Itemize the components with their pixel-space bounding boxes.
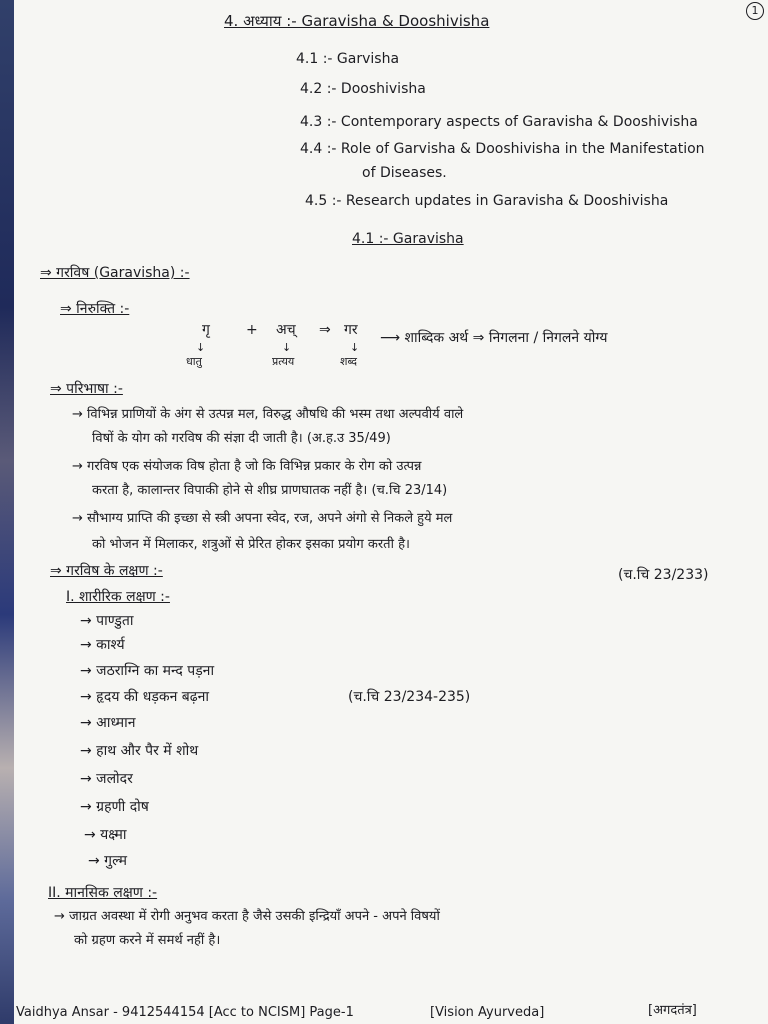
paribhasha-line-3: → गरविष एक संयोजक विष होता है जो कि विभिन्न प्रकार के रोग को उत्पन्न bbox=[72, 459, 422, 474]
nirukti-down-arrow-3: ↓ bbox=[350, 341, 360, 354]
sharirik-item-10: → गुल्म bbox=[88, 853, 128, 869]
section-title: 4.1 :- Garavisha bbox=[352, 231, 464, 247]
garvish-heading: ⇒ गरविष (Garavisha) :- bbox=[40, 265, 190, 281]
sharirik-item-4: → हृदय की धड़कन बढ़ना bbox=[80, 689, 210, 705]
toc-item-3: 4.3 :- Contemporary aspects of Garavisha & Dooshivisha bbox=[300, 114, 698, 130]
sharirik-item-9: → यक्ष्मा bbox=[84, 827, 127, 843]
nirukti-arrow: ⇒ bbox=[319, 322, 331, 338]
nirukti-suffix-label: प्रत्यय bbox=[272, 355, 295, 368]
sharirik-item-3: → जठराग्नि का मन्द पड़ना bbox=[80, 663, 215, 679]
paribhasha-line-1: → विभिन्न प्राणियों के अंग से उत्पन्न मल, विरुद्ध औषधि की भस्म तथा अल्पवीर्य वाले bbox=[72, 407, 464, 422]
chapter-heading: 4. अध्याय :- Garavisha & Dooshivisha bbox=[224, 12, 490, 30]
paribhasha-line-2: विषों के योग को गरविष की संज्ञा दी जाती है। (अ.ह.उ 35/49) bbox=[92, 431, 391, 446]
toc-item-4: 4.4 :- Role of Garvisha & Dooshivisha in the Manifestation bbox=[300, 141, 705, 157]
nirukti-result: गर bbox=[344, 322, 358, 338]
nirukti-plus: + bbox=[246, 322, 258, 338]
mansik-heading: II. मानसिक लक्षण :- bbox=[48, 885, 158, 901]
mansik-line-1: → जाग्रत अवस्था में रोगी अनुभव करता है जैसे उसकी इन्द्रियाँ अपने - अपने विषयों bbox=[54, 909, 440, 924]
sharirik-item-1: → पाण्डुता bbox=[80, 613, 134, 629]
notebook-page bbox=[14, 0, 768, 1024]
mansik-line-2: को ग्रहण करने में समर्थ नहीं है। bbox=[74, 933, 221, 948]
nirukti-down-arrow-2: ↓ bbox=[282, 341, 292, 354]
footer-subject: [अगदतंत्र] bbox=[648, 1003, 697, 1018]
nirukti-result-label: शब्द bbox=[340, 355, 357, 368]
lakshan-heading: ⇒ गरविष के लक्षण :- bbox=[50, 563, 163, 579]
sharirik-heading: I. शारीरिक लक्षण :- bbox=[66, 589, 170, 605]
toc-item-4-cont: of Diseases. bbox=[362, 165, 447, 181]
paribhasha-line-4: करता है, कालान्तर विपाकी होने से शीघ्र प्राणघातक नहीं है। (च.चि 23/14) bbox=[92, 483, 448, 498]
nirukti-root: गृ bbox=[202, 322, 210, 338]
sharirik-item-8: → ग्रहणी दोष bbox=[80, 799, 149, 815]
desk-background-edge bbox=[0, 0, 14, 1024]
toc-item-1: 4.1 :- Garvisha bbox=[296, 51, 400, 67]
nirukti-heading: ⇒ निरुक्ति :- bbox=[60, 301, 130, 317]
toc-item-5: 4.5 :- Research updates in Garavisha & Dooshivisha bbox=[305, 193, 669, 209]
footer-author: Vaidhya Ansar - 9412544154 [Acc to NCISM] Page-1 bbox=[16, 1005, 354, 1020]
sharirik-item-7: → जलोदर bbox=[80, 771, 133, 787]
footer-brand: [Vision Ayurveda] bbox=[430, 1005, 545, 1020]
nirukti-root-label: धातु bbox=[186, 355, 202, 368]
paribhasha-line-6: को भोजन में मिलाकर, शत्रुओं से प्रेरित होकर इसका प्रयोग करती है। bbox=[92, 537, 410, 552]
nirukti-suffix: अच् bbox=[276, 322, 296, 338]
sharirik-item-6: → हाथ और पैर में शोथ bbox=[80, 743, 199, 759]
sharirik-item-2: → कार्श्य bbox=[80, 637, 125, 653]
nirukti-down-arrow-1: ↓ bbox=[196, 341, 206, 354]
paribhasha-line-5: → सौभाग्य प्राप्ति की इच्छा से स्त्री अपना स्वेद, रज, अपने अंगो से निकले हुये मल bbox=[72, 511, 453, 526]
toc-item-2: 4.2 :- Dooshivisha bbox=[300, 81, 426, 97]
lakshan-reference: (च.चि 23/233) bbox=[618, 567, 709, 583]
sharirik-reference: (च.चि 23/234-235) bbox=[348, 689, 471, 705]
paribhasha-heading: ⇒ परिभाषा :- bbox=[50, 381, 123, 397]
sharirik-item-5: → आध्मान bbox=[80, 715, 136, 731]
page-number-badge: 1 bbox=[746, 2, 764, 20]
nirukti-meaning: ⟶ शाब्दिक अर्थ ⇒ निगलना / निगलने योग्य bbox=[380, 330, 608, 346]
